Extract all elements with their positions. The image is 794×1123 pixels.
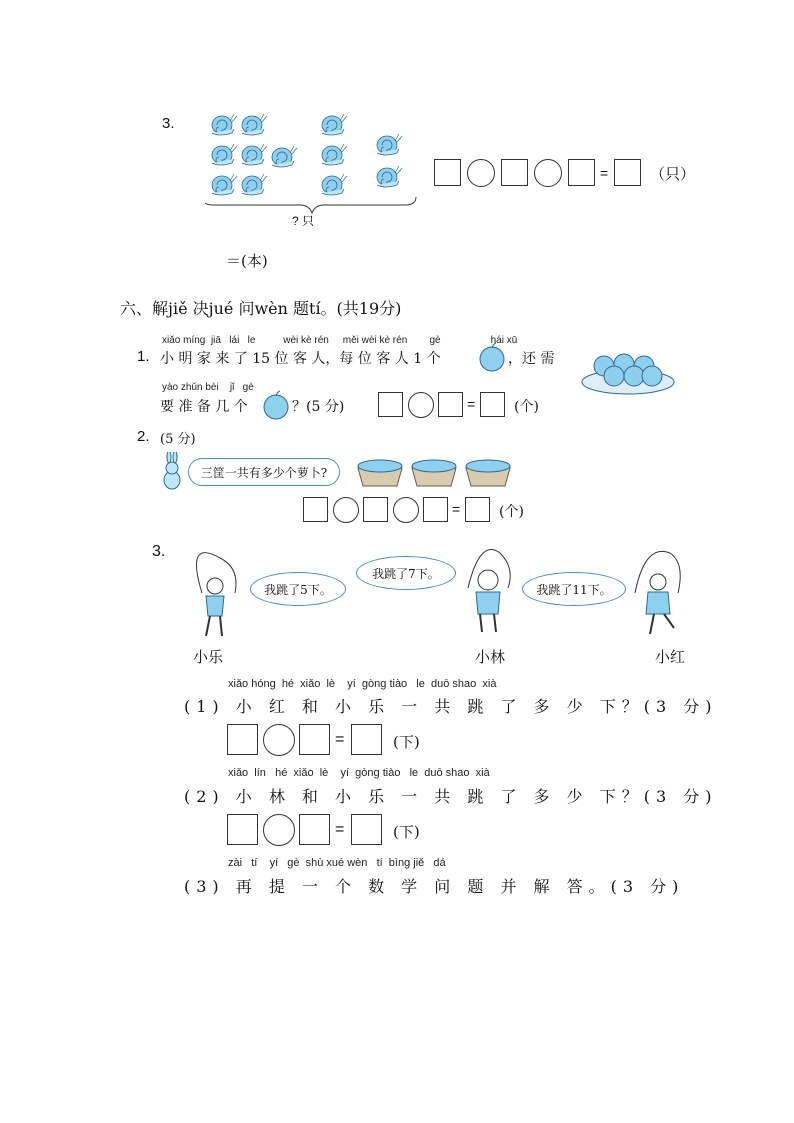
operator-circle[interactable] <box>263 724 295 756</box>
q2-label: 2. <box>137 428 150 445</box>
speech-bubble: 我跳了7下。 <box>356 556 456 590</box>
unit-label: (下) <box>393 823 420 841</box>
speech-bubble: 我跳了11下。 <box>522 572 626 606</box>
speech-bubble: 三筐一共有多少个萝卜? <box>188 458 340 486</box>
brace-label: ? 只 <box>292 214 315 228</box>
q1-label: 1. <box>137 348 150 365</box>
speech-bubble: 我跳了5下。 <box>250 572 346 606</box>
q3-label: 3. <box>152 543 166 560</box>
sub3-pinyin: zài tí yí gè shù xué wèn tí bìng jiě dá <box>228 857 446 869</box>
apple-plate-illustration <box>580 348 676 396</box>
operator-circle[interactable] <box>408 392 434 418</box>
result-box[interactable] <box>351 814 382 845</box>
result-box[interactable] <box>465 497 490 522</box>
operator-circle[interactable] <box>534 159 562 187</box>
unit-label: (个) <box>514 399 539 415</box>
child-name-xiaolin: 小林 <box>475 648 506 666</box>
q2-score: (5 分) <box>160 432 196 447</box>
sub1-text: (1) 小 红 和 小 乐 一 共 跳 了 多 少 下？(3 分) <box>184 697 718 716</box>
q1-pinyin-1: xiǎo míng jiā lái le wèi kè rén měi wèi kè rén gè hái xū <box>162 335 518 346</box>
answer-box[interactable] <box>303 497 328 522</box>
apple-icon <box>262 390 290 420</box>
equals-sign: = <box>335 821 345 838</box>
answer-box[interactable] <box>423 497 448 522</box>
section-heading: 六、解jiě 决jué 问wèn 题tí。(共19分) <box>120 299 402 318</box>
result-box[interactable] <box>351 724 382 755</box>
equals-sign: = <box>600 165 609 181</box>
child-name-xiaole: 小乐 <box>193 648 224 666</box>
answer-box[interactable] <box>227 724 258 755</box>
child-name-xiaohong: 小红 <box>655 648 686 666</box>
answer-box[interactable] <box>501 159 528 186</box>
question-3-label: 3. <box>162 115 175 132</box>
unit-label: (个) <box>499 504 524 520</box>
result-box[interactable] <box>480 392 505 417</box>
operator-circle[interactable] <box>467 159 495 187</box>
answer-box[interactable] <box>299 724 330 755</box>
basket-illustration-group <box>355 452 515 488</box>
sub2-pinyin: xiǎo lín hé xiǎo lè yí gòng tiào le duō shao xià <box>228 767 490 779</box>
q1-text-2b: ？(5 分) <box>292 399 345 415</box>
unit-label: (下) <box>393 733 420 751</box>
equals-sign: = <box>335 731 345 748</box>
answer-box[interactable] <box>363 497 388 522</box>
q1-text-2: 要 准 备 几 个 <box>160 399 248 415</box>
operator-circle[interactable] <box>393 497 419 523</box>
answer-box[interactable] <box>568 159 595 186</box>
answer-box[interactable] <box>438 392 463 417</box>
operator-circle[interactable] <box>263 814 295 846</box>
unit-label: （只） <box>650 165 696 183</box>
extra-line: ＝(本) <box>226 252 268 270</box>
q1-text-1b: ，还 需 <box>508 351 555 367</box>
answer-box[interactable] <box>378 392 403 417</box>
equals-sign: = <box>467 396 476 412</box>
snail-illustration-group <box>205 105 425 235</box>
sub2-text: (2) 小 林 和 小 乐 一 共 跳 了 多 少 下？(3 分) <box>184 787 718 806</box>
q1-text-1: 小 明 家 来 了 15 位 客 人，每 位 客 人 1 个 <box>160 351 441 367</box>
equals-sign: = <box>452 501 461 517</box>
sub1-pinyin: xiǎo hóng hé xiǎo lè yí gòng tiào le duō shao xià <box>228 678 497 690</box>
answer-box[interactable] <box>299 814 330 845</box>
sub3-text: (3) 再 提 一 个 数 学 问 题 并 解 答。(3 分) <box>184 877 685 896</box>
answer-box[interactable] <box>227 814 258 845</box>
answer-box[interactable] <box>434 159 461 186</box>
q1-pinyin-2: yào zhǔn bèi jǐ gè <box>162 382 254 393</box>
apple-icon <box>478 342 506 372</box>
rabbit-icon <box>160 452 188 492</box>
result-box[interactable] <box>614 159 641 186</box>
operator-circle[interactable] <box>333 497 359 523</box>
